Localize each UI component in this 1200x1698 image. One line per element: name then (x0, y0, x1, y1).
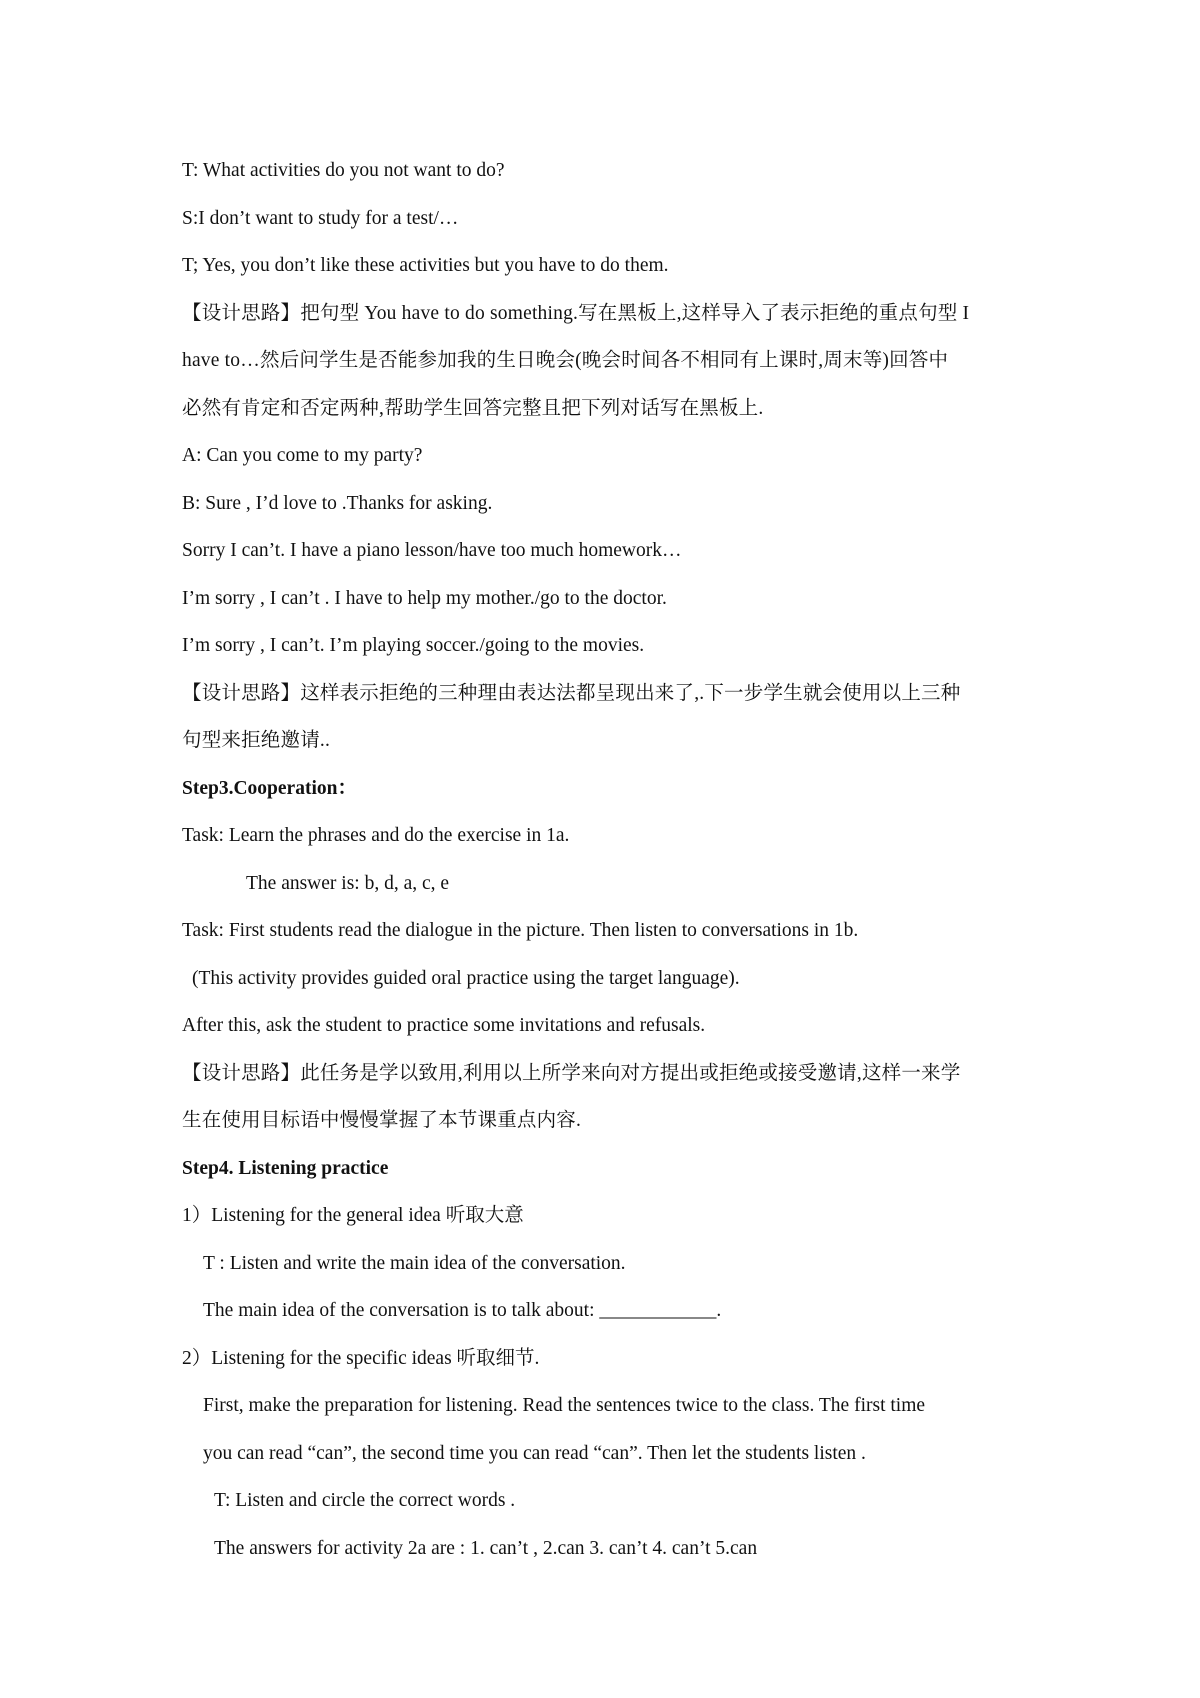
dialogue-line-b: B: Sure , I’d love to .Thanks for asking. (182, 492, 493, 514)
refusal-line-2: I’m sorry , I can’t . I have to help my mother./go to the doctor. (182, 587, 667, 609)
design-note-2-line-1: 【设计思路】这样表示拒绝的三种理由表达法都呈现出来了,.下一步学生就会使用以上三种 (182, 682, 961, 704)
listening-general-instruction: T : Listen and write the main idea of the conversation. (203, 1252, 626, 1274)
listening-circle-instruction: T: Listen and circle the correct words . (214, 1490, 516, 1511)
dialogue-line-student-answer: S:I don’t want to study for a test/… (182, 207, 459, 229)
task-1b: Task: First students read the dialogue in the picture. Then listen to conversations in 1b. (182, 920, 859, 941)
answer-1a: The answer is: b, d, a, c, e (246, 872, 450, 894)
listening-answers-2a: The answers for activity 2a are : 1. can’t , 2.can 3. can’t 4. can’t 5.can (214, 1537, 758, 1559)
design-note-1-line-3: 必然有肯定和否定两种,帮助学生回答完整且把下列对话写在黑板上. (182, 397, 764, 419)
step4-heading: Step4. Listening practice (182, 1157, 389, 1179)
dialogue-line-teacher-question: T: What activities do you not want to do? (182, 160, 505, 181)
design-note-1-line-2: have to…然后问学生是否能参加我的生日晚会(晚会时间各不相同有上课时,周末等)回答中 (182, 350, 949, 371)
design-note-3-line-1: 【设计思路】此任务是学以致用,利用以上所学来向对方提出或拒绝或接受邀请,这样一来学 (182, 1062, 961, 1084)
activity-note: (This activity provides guided oral practice using the target language). (192, 967, 740, 989)
design-note-1-line-1: 【设计思路】把句型 You have to do something.写在黑板上,这样导入了表示拒绝的重点句型 I (182, 302, 970, 324)
design-note-3-line-2: 生在使用目标语中慢慢掌握了本节课重点内容. (182, 1110, 582, 1131)
listening-specific-heading: 2）Listening for the specific ideas 听取细节. (182, 1347, 540, 1369)
listening-general-heading: 1）Listening for the general idea 听取大意 (182, 1205, 524, 1226)
step3-heading: Step3.Cooperation： (182, 777, 357, 799)
listening-general-blank: The main idea of the conversation is to talk about: ____________. (203, 1300, 722, 1321)
document-body (182, 153, 1032, 1578)
dialogue-line-teacher-reply: T; Yes, you don’t like these activities but you have to do them. (182, 255, 669, 276)
practice-instruction: After this, ask the student to practice some invitations and refusals. (182, 1015, 706, 1036)
refusal-line-1: Sorry I can’t. I have a piano lesson/have too much homework… (182, 540, 682, 561)
design-note-2-line-2: 句型来拒绝邀请.. (182, 730, 331, 751)
dialogue-line-a: A: Can you come to my party? (182, 445, 423, 466)
listening-prep-line-1: First, make the preparation for listening. Read the sentences twice to the class. The first time (203, 1395, 926, 1416)
task-1a: Task: Learn the phrases and do the exercise in 1a. (182, 825, 570, 846)
listening-prep-line-2: you can read “can”, the second time you can read “can”. Then let the students listen . (203, 1442, 866, 1464)
refusal-line-3: I’m sorry , I can’t. I’m playing soccer./going to the movies. (182, 635, 645, 656)
